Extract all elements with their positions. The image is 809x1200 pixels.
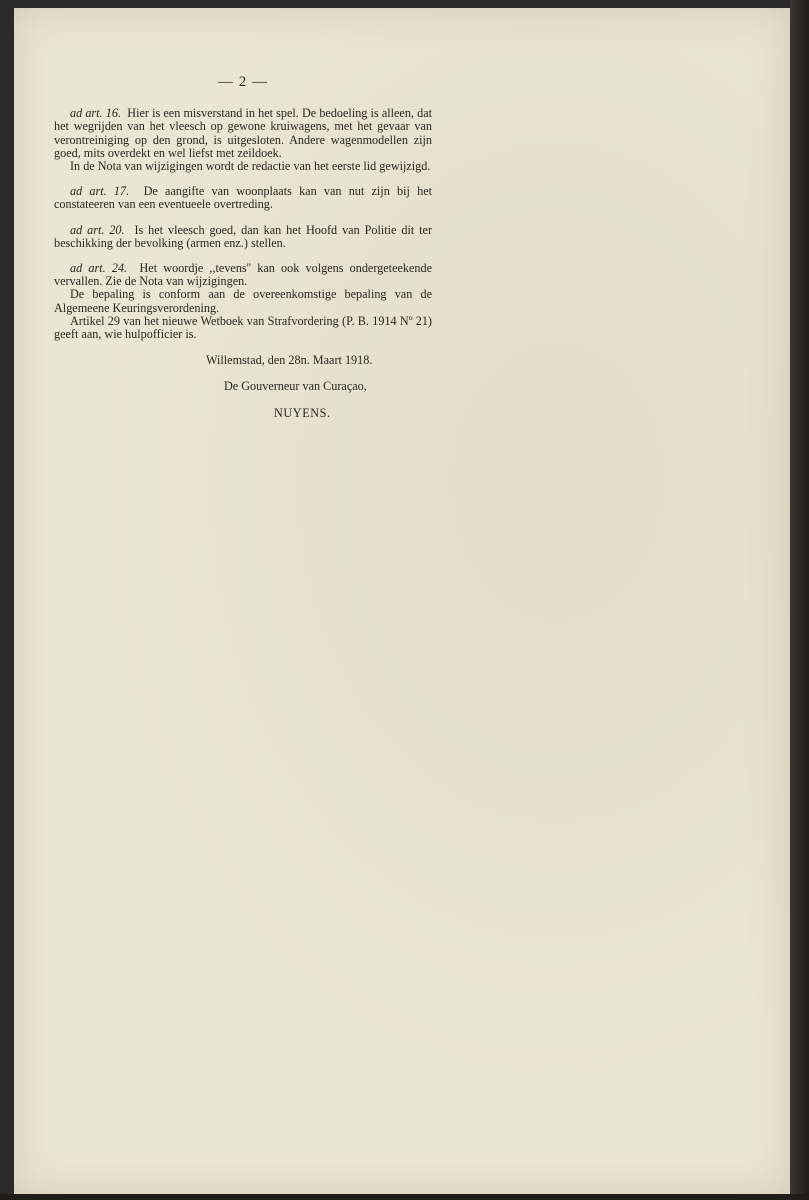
page-edge-bottom [0,1194,809,1200]
page-number: — 2 — [218,74,268,90]
paragraph-art-24-extra2: Artikel 29 van het nieuwe Wetboek van Strafvordering (P. B. 1914 Nº 21) geeft aan, wie hulpofficier is. [54,313,432,342]
paragraph-art-16-extra: In de Nota van wijzigingen wordt de redactie van het eerste lid gewijzigd. [70,159,431,174]
paragraph-text: Hier is een misverstand in het spel. De bedoeling is alleen, dat het wegrijden van het vleesch op gewone kruiwagens, met het gevaar van verontreiniging op den grond, is uitgesloten. Andere wagenmodellen zijn goed, mits overdekt en wel liefst met zeildoek. [54,106,432,160]
article-reference: ad art. 24. [70,261,128,276]
article-reference: ad art. 16. [70,106,121,121]
paragraph-art-16 [54,107,432,160]
page-edge-right [790,0,809,1200]
paragraph-art-24-extra: De bepaling is conform aan de overeenkomstige bepaling van de Algemeene Keuringsverordening. [54,287,432,315]
paragraph-text: Het woordje ,,tevens'' kan ook volgens ondergeteekende vervallen. Zie de Nota van wijzigingen. [54,261,432,289]
paragraph-text: De aangifte van woonplaats kan van nut zijn bij het constateeren van een eventueele overtreding. [54,184,432,212]
paragraph-art-17 [54,185,432,211]
paragraph-art-20 [54,224,432,250]
article-reference: ad art. 17. [70,184,130,199]
signature-place-date: Willemstad, den 28n. Maart 1918. [206,353,373,368]
paragraph-art-24 [54,262,432,288]
signature-name: NUYENS. [274,405,331,420]
document-body [54,76,432,420]
signature-title: De Gouverneur van Curaçao, [224,379,367,394]
show-through-text [504,66,508,83]
article-reference: ad art. 20. [70,222,125,237]
paragraph-text: Is het vleesch goed, dan kan het Hoofd van Politie dit ter beschikking der bevolking (armen enz.) stellen. [54,222,433,250]
document-page [14,8,790,1194]
